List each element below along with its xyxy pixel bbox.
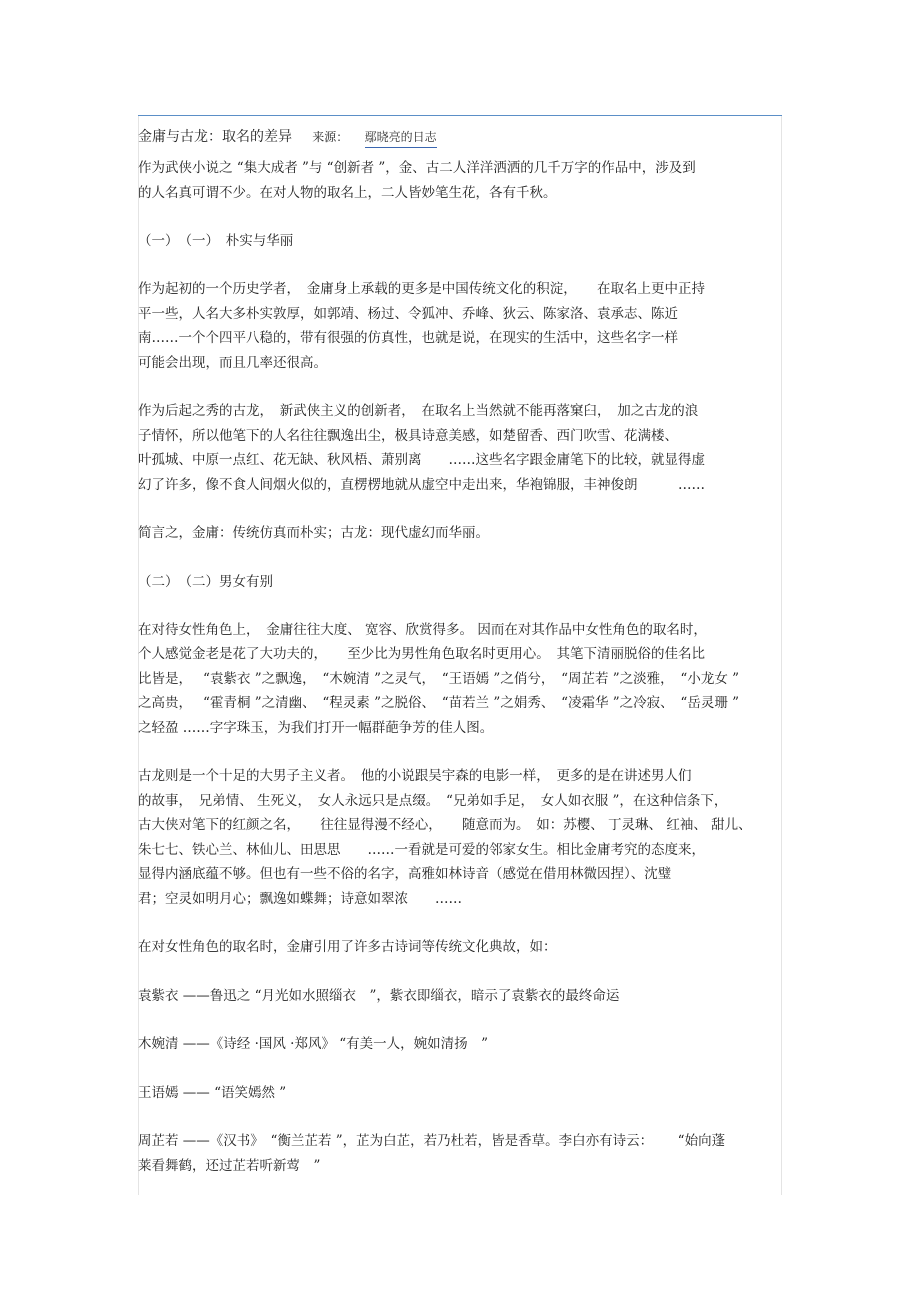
source-link[interactable]: 鄢晓亮的日志 xyxy=(365,130,437,148)
female-para-line-1: 在对待女性角色上， 金庸往往大度、 宽容、欣赏得多。 因而在对其作品中女性角色的取名时， xyxy=(138,621,707,638)
allusion-zhouzhiruo-line-1: 周芷若 ——《汉书》 “衡兰芷若 ”，芷为白芷，若乃杜若，皆是香草。李白亦有诗云： “始向蓬 xyxy=(138,1133,726,1149)
female-para-line-3: 比皆是， “袁紫衣 ”之飘逸， “木婉清 ”之灵气， “王语嫣 ”之俏兮， “周芷若 ”之淡雅， “小龙女 ” xyxy=(138,670,740,687)
jinyong-para-line-3: 南……一个个四平八稳的，带有很强的仿真性，也就是说，在现实的生活中，这些名字一样 xyxy=(138,330,678,346)
male-para-line-1: 古龙则是一个十足的大男子主义者。 他的小说跟吴宇森的电影一样， 更多的是在讲述男人们 xyxy=(138,768,692,784)
female-para-line-5: 之轻盈 ……字字珠玉，为我们打开一幅群葩争芳的佳人图。 xyxy=(138,719,494,736)
gulong-para-line-3: 叶孤城、中原一点红、花无缺、秋风梧、萧别离 ……这些名字跟金庸笔下的比较，就显得虚 xyxy=(138,452,705,468)
section-heading-2: （二） （二）男女有别 xyxy=(138,573,273,590)
male-para-line-2: 的故事， 兄弟情、 生死义， 女人永远只是点缀。 “兄弟如手足， 女人如衣服 ”，在这种信条下， xyxy=(138,792,728,809)
male-para-line-5: 显得内涵底蕴不够。但也有一些不俗的名字，高雅如林诗音（感觉在借用林微因捏）、沈璧 xyxy=(138,866,672,882)
source-label: 来源： xyxy=(312,130,349,144)
article-title: 金庸与古龙：取名的差异 xyxy=(138,129,292,145)
gulong-para-line-4: 幻了许多，像不食人间烟火似的，直楞楞地就从虚空中走出来，华袍锦服，丰神俊朗 …… xyxy=(138,476,705,493)
jinyong-para-line-1: 作为起初的一个历史学者， 金庸身上承载的更多是中国传统文化的积淀， 在取名上更中正持 xyxy=(138,281,705,297)
female-para-line-4: 之高贵， “霍青桐 ”之清幽、 “程灵素 ”之脱俗、 “苗若兰 ”之娟秀、 “凌霜华 ”之冷寂、 “岳灵珊 ” xyxy=(138,695,740,711)
jinyong-para-line-4: 可能会出现，而且几率还很高。 xyxy=(138,354,327,371)
male-para-line-6: 君；空灵如明月心；飘逸如蝶舞；诗意如翠浓 …… xyxy=(138,890,462,907)
gulong-para-line-1: 作为后起之秀的古龙， 新武侠主义的创新者， 在取名上当然就不能再落窠臼， 加之古龙的浪 xyxy=(138,403,699,419)
intro-line-1: 作为武侠小说之 “集大成者 ”与 “创新者 ”，金、古二人洋洋洒洒的几千万字的作品中，涉及到 xyxy=(138,160,696,176)
female-para-line-2: 个人感觉金老是花了大功夫的， 至少比为男性角色取名时更用心。 其笔下清丽脱俗的佳名比 xyxy=(138,646,705,662)
gulong-para-line-2: 子情怀，所以他笔下的人名往往飘逸出尘，极具诗意美感，如楚留香、西门吹雪、花满楼、 xyxy=(138,427,678,444)
jinyong-para-line-2: 平一些，人名大多朴实敦厚，如郭靖、杨过、令狐冲、乔峰、狄云、陈家洛、袁承志、陈近 xyxy=(138,305,678,322)
document-page xyxy=(138,115,782,1178)
male-para-line-4: 朱七七、铁心兰、林仙儿、田思思 ……一看就是可爱的邻家女生。相比金庸考究的态度来， xyxy=(138,841,705,858)
allusion-zhouzhiruo-line-2: 莱看舞鹤，还过芷若听新莺 ” xyxy=(138,1157,321,1174)
article-header xyxy=(138,126,782,150)
allusion-intro: 在对女性角色的取名时，金庸引用了许多古诗词等传统文化典故，如： xyxy=(138,939,557,955)
allusion-muwanqing: 木婉清 ——《诗经 ·国风 ·郑风》 “有美一人，婉如清扬 ” xyxy=(138,1036,489,1052)
intro-line-2: 的人名真可谓不少。在对人物的取名上，二人皆妙笔生花，各有千秋。 xyxy=(138,184,557,201)
section-heading-1: （一） （一） 朴实与华丽 xyxy=(138,233,294,249)
allusion-yuanziyi: 袁紫衣 ——鲁迅之 “月光如水照缁衣 ”，紫衣即缁衣，暗示了袁紫衣的最终命运 xyxy=(138,987,620,1004)
male-para-line-3: 古大侠对笔下的红颜之名， 往往显得漫不经心， 随意而为。 如：苏樱、 丁灵琳、 红袖、 甜儿、 xyxy=(138,817,752,833)
summary-line: 简言之，金庸：传统仿真而朴实；古龙：现代虚幻而华丽。 xyxy=(138,525,489,541)
allusion-wangyuyan: 王语嫣 —— “语笑嫣然 ” xyxy=(138,1084,287,1101)
